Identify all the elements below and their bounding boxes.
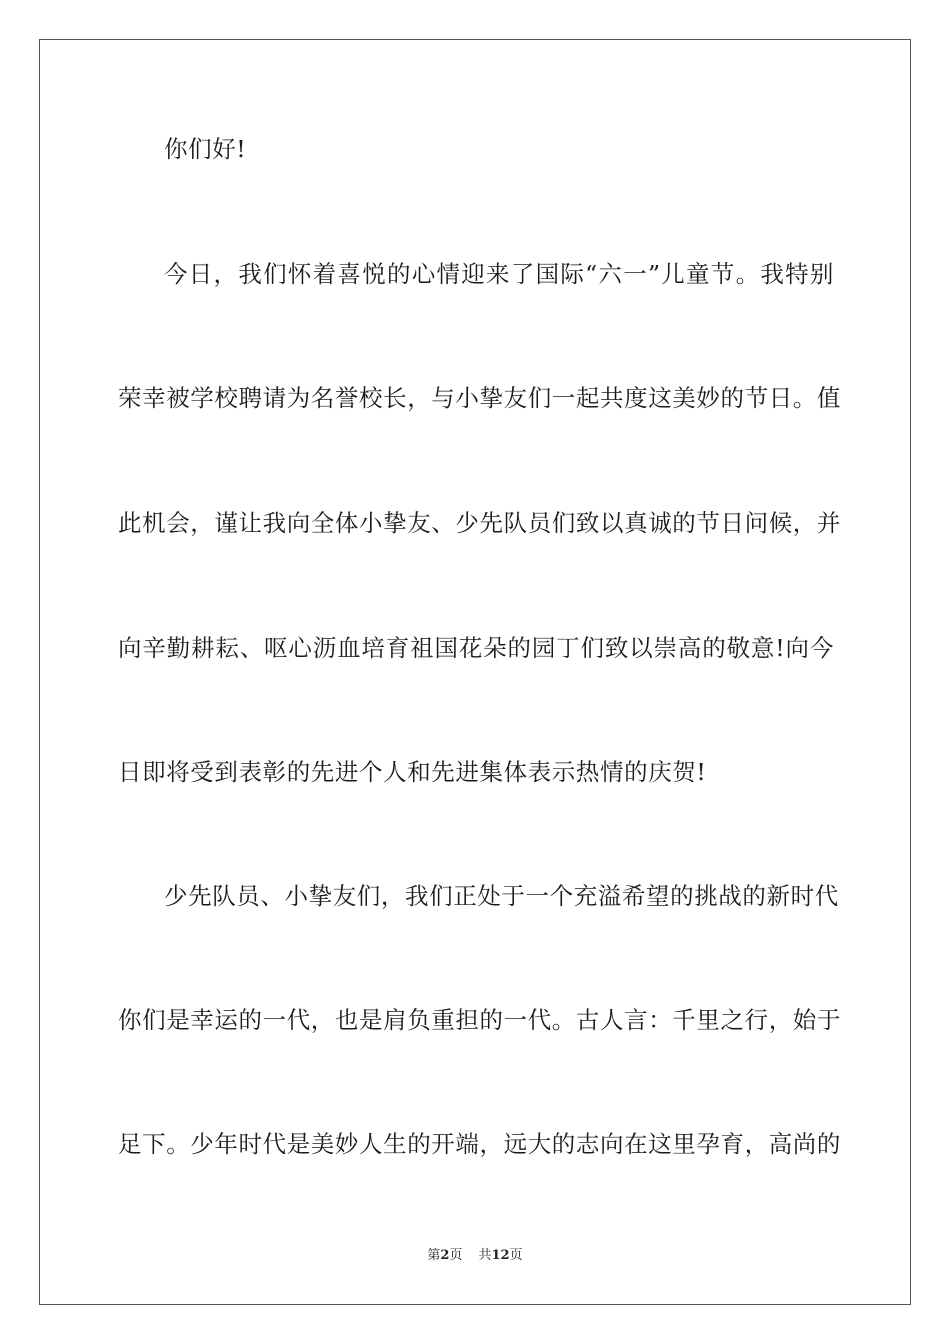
- total-pages: 12: [491, 1248, 510, 1263]
- total-prefix: 共: [478, 1248, 492, 1263]
- paragraph-line: 你们好!: [164, 135, 247, 163]
- paragraph-line: 今日，我们怀着喜悦的心情迎来了国际“六一”儿童节。我特别: [164, 260, 834, 288]
- page-number: 2: [440, 1248, 450, 1263]
- page-footer: [0, 1247, 950, 1265]
- paragraph-line: 少先队员、小挚友们，我们正处于一个充溢希望的挑战的新时代: [164, 882, 839, 910]
- page-prefix: 第: [427, 1248, 441, 1263]
- paragraph-line: 此机会，谨让我向全体小挚友、少先队员们致以真诚的节日问候，并: [118, 509, 841, 537]
- total-suffix: 页: [509, 1248, 523, 1263]
- paragraph-line: 日即将受到表彰的先进个人和先进集体表示热情的庆贺!: [118, 758, 707, 786]
- page-suffix: 页: [449, 1248, 463, 1263]
- paragraph-line: 你们是幸运的一代，也是肩负重担的一代。古人言：千里之行，始于: [118, 1006, 841, 1034]
- paragraph-line: 荣幸被学校聘请为名誉校长，与小挚友们一起共度这美妙的节日。值: [118, 384, 841, 412]
- page-border: [39, 39, 911, 1305]
- paragraph-line: 向辛勤耕耘、呕心沥血培育祖国花朵的园丁们致以崇高的敬意!向今: [118, 634, 834, 662]
- paragraph-line: 足下。少年时代是美妙人生的开端，远大的志向在这里孕育，高尚的: [118, 1130, 841, 1158]
